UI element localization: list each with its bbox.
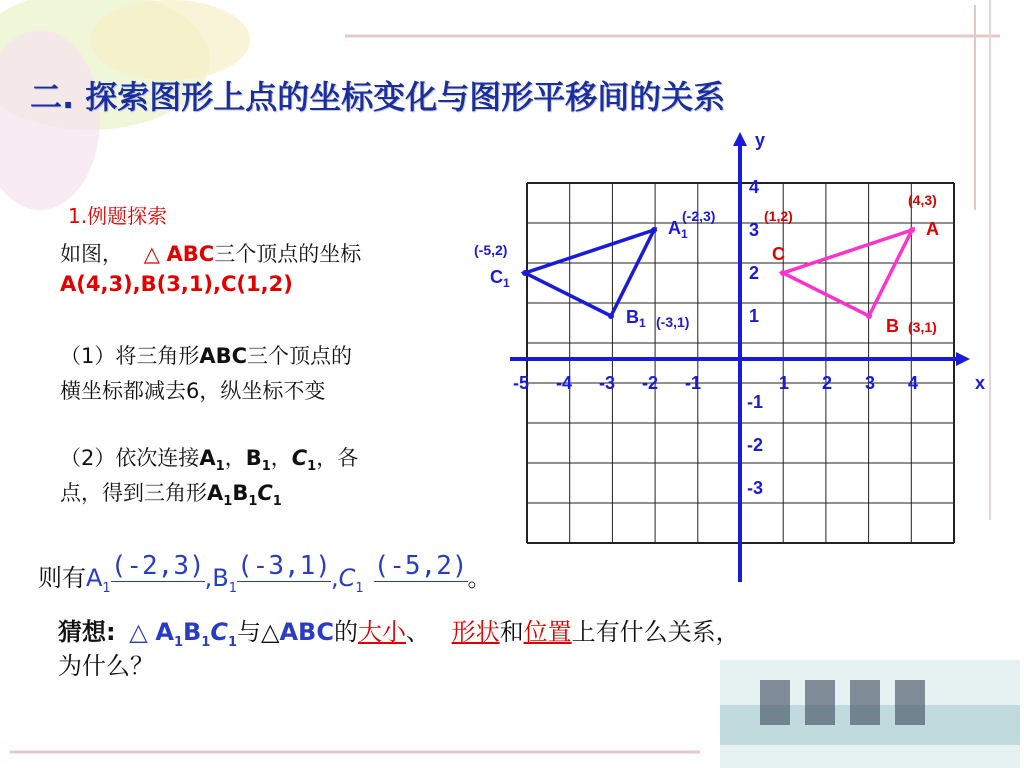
guess-abc: ABC	[279, 618, 334, 646]
step2-tri-b-sub: 1	[248, 494, 258, 510]
guess-line-2: 为什么？	[58, 652, 154, 680]
guess-line-1	[58, 612, 740, 650]
answer-a1: (-2,3)	[110, 551, 205, 581]
y-tick-label: 4	[749, 177, 760, 197]
result-c-label: $,C_1$	[330, 564, 364, 596]
result-end: 。	[467, 564, 492, 592]
step2-tri-c-sub: 1	[272, 494, 282, 510]
step2-a-sub: 1	[215, 459, 225, 475]
y-tick-label: -1	[747, 392, 764, 412]
guess-tri: △	[129, 618, 148, 646]
step1-text-b: 三个顶点的	[247, 344, 353, 368]
point-c-coord: (1,2)	[764, 208, 793, 224]
guess-shape: 形状	[451, 618, 500, 646]
step1-abc: ABC	[199, 344, 248, 368]
x-tick-label: 1	[779, 373, 790, 393]
result-a-letter: A	[86, 564, 103, 592]
step2-line2-text: 点，得到三角形	[60, 481, 207, 505]
x-tick-label: 2	[822, 373, 833, 393]
triangle-abc: ABC	[166, 242, 215, 266]
step2-c-sub: 1	[307, 459, 317, 475]
point-c-label: C	[772, 244, 785, 264]
vertex-point	[909, 227, 915, 233]
x-tick-label: 3	[865, 373, 876, 393]
point-b-label: B	[886, 316, 899, 336]
answer-c1: (-5,2)	[373, 551, 468, 581]
intro-coordinates: A(4,3),B(3,1),C(1,2)	[60, 272, 293, 296]
graph-labels	[474, 130, 985, 498]
x-tick-label: 4	[908, 373, 919, 393]
result-a-sub: 1	[102, 580, 111, 596]
guess-rest: 上有什么关系，	[571, 618, 740, 646]
step2-tri-b: B	[232, 481, 249, 505]
y-tick-label: 3	[749, 220, 760, 240]
intro-suffix: 三个顶点的坐标	[214, 242, 362, 266]
result-prefix: 则有	[38, 564, 86, 592]
guess-de: 的	[333, 618, 358, 646]
guess-prefix: 猜想:	[58, 618, 116, 646]
triangles	[522, 227, 915, 319]
step2-tri-a-sub: 1	[223, 494, 233, 510]
x-axis-label: x	[975, 373, 986, 393]
point-b-coord: (3,1)	[908, 319, 937, 335]
guess-and: 和	[499, 618, 524, 646]
point-a-coord: (4,3)	[908, 192, 937, 208]
step2-a: A	[199, 446, 216, 470]
y-axis-label: y	[755, 130, 766, 150]
guess-a-sub: 1	[173, 634, 183, 650]
guess-sep: 、	[405, 618, 430, 646]
guess-size: 大小	[357, 618, 406, 646]
step1-line-1	[60, 340, 352, 370]
step1-text-a: （1）将三角形	[60, 344, 200, 368]
point-a1-coord: (-2,3)	[682, 208, 716, 224]
x-tick-label: -4	[556, 373, 573, 393]
step2-comma-1: ，	[224, 446, 246, 470]
result-b-label: $,B_1$	[204, 564, 238, 596]
guess-position: 位置	[523, 618, 572, 646]
vertex-point	[522, 270, 528, 276]
intro-line-1	[60, 238, 361, 268]
guess-b: B	[182, 618, 202, 646]
x-tick-label: -1	[685, 373, 702, 393]
guess-b-sub: 1	[201, 634, 211, 650]
x-tick-label: -3	[599, 373, 616, 393]
section-heading: 1.例题探索	[68, 204, 168, 228]
result-line	[38, 551, 492, 596]
result-a-label	[86, 564, 111, 596]
vertex-point	[608, 313, 614, 319]
y-tick-label: 2	[749, 263, 760, 283]
y-tick-label: -2	[747, 435, 764, 455]
result-c-sub: 1	[355, 580, 364, 596]
point-a1-label: $A_1$	[668, 218, 688, 241]
vertex-point	[651, 227, 657, 233]
triangle-symbol: △	[143, 242, 160, 266]
step2-line-1	[60, 442, 358, 474]
step2-comma-2: ，	[270, 446, 292, 470]
guess-with: 与	[237, 618, 261, 646]
step2-b: B	[245, 446, 262, 470]
vertex-point	[866, 313, 872, 319]
guess-tri-2: △	[261, 618, 280, 646]
step2-line-2	[60, 477, 282, 509]
axes	[510, 132, 970, 582]
step2-tri-c: C	[257, 481, 273, 505]
y-tick-label: 1	[749, 306, 760, 326]
result-c-letter: C	[338, 564, 356, 592]
point-c1-coord: (-5,2)	[474, 242, 508, 258]
x-axis-arrow	[956, 352, 970, 366]
x-tick-label: -2	[642, 373, 659, 393]
point-b1-label: $B_1$	[626, 307, 646, 330]
coordinate-graph	[440, 125, 1000, 595]
guess-c: C	[210, 618, 228, 646]
y-axis-arrow	[733, 132, 747, 146]
y-tick-label: -3	[747, 478, 764, 498]
step1-line-2: 横坐标都减去6，纵坐标不变	[60, 379, 326, 403]
point-c1-label: $C_1$	[490, 267, 510, 290]
guess-a1b1c1	[155, 618, 237, 650]
step2-b-sub: 1	[261, 459, 271, 475]
point-a-label: A	[926, 219, 939, 239]
guess-c-sub: 1	[227, 634, 237, 650]
result-b-sub: 1	[228, 580, 238, 596]
slide-title: 二. 探索图形上点的坐标变化与图形平移间的关系	[30, 78, 726, 116]
step2-prefix: （2）依次连接	[60, 446, 200, 470]
guess-a: A	[155, 618, 174, 646]
result-b-letter: B	[212, 564, 229, 592]
intro-prefix: 如图，	[60, 242, 123, 266]
step2-tri-a: A	[207, 481, 224, 505]
answer-b1: (-3,1)	[237, 551, 331, 581]
point-b1-coord: (-3,1)	[656, 314, 690, 330]
step2-suffix: ，各	[316, 446, 359, 470]
x-tick-label: -5	[513, 373, 530, 393]
vertex-point	[780, 270, 786, 276]
step2-c: C	[291, 446, 308, 470]
